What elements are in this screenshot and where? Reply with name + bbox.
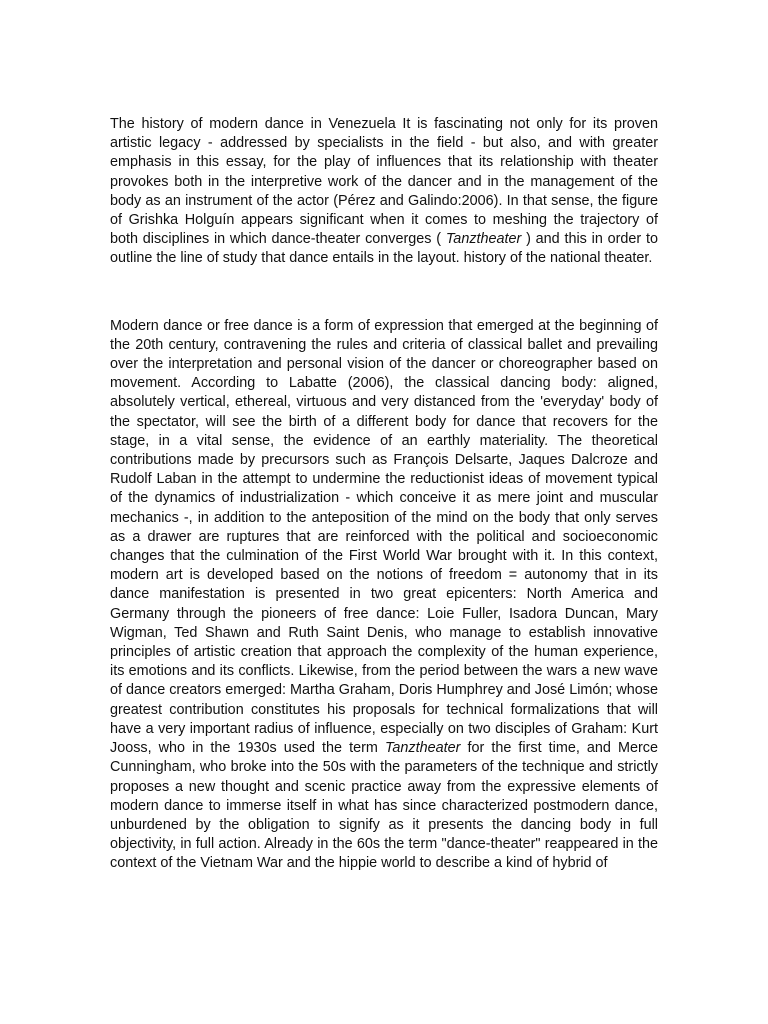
term-tanztheater: Tanztheater xyxy=(445,231,522,248)
term-tanztheater: Tanztheater xyxy=(384,740,461,757)
paragraph-intro-text-2: ) and this in order to outline the line of study that dance entails in the layout. history of the national theater. xyxy=(110,231,658,267)
paragraph-intro xyxy=(110,115,658,269)
paragraph-modern-dance-text-1: Modern dance or free dance is a form of expression that emerged at the beginning of the 20th century, contravening the rules and criteria of classical ballet and prevailing over the interpretation and personal vision of the dancer or choreographer based on movement. According to Labatte (2006), the classical dancing body: aligned, absolutely vertical, ethereal, virtuous and very distanced from the 'everyday' body of the spectator, will see the birth of a different body for dance that recovers for the stage, in a vital sense, the evidence of an earthly materiality. The theoretical contributions made by precursors such as François Delsarte, Jaques Dalcroze and Rudolf Laban in the attempt to undermine the reductionist ideas of movement typical of the dynamics of industrialization - which conceive it as mere joint and muscular mechanics -, in addition to the anteposition of the mind on the body that only serves as a drawer are ruptures that are reinforced with the political and socioeconomic changes that the culmination of the First World War brought with it. In this context, modern art is developed based on the notions of freedom = autonomy that in its dance manifestation is presented in two great epicenters: North America and Germany through the pioneers of free dance: Loie Fuller, Isadora Duncan, Mary Wigman, Ted Shawn and Ruth Saint Denis, who manage to establish innovative principles of artistic creation that approach the complexity of the human experience, its emotions and its conflicts. Likewise, from the period between the wars a new wave of dance creators emerged: Martha Graham, Doris Humphrey and José Limón; whose greatest contribution constitutes his proposals for technical formalizations that will have a very important radius of influence, especially on two disciples of Graham: Kurt Jooss, who in the 1930s used the term xyxy=(110,317,658,757)
paragraph-intro-text-1: The history of modern dance in Venezuela It is fascinating not only for its proven artistic legacy - addressed by specialists in the field - but also, and with greater emphasis in this essay, for the play of influences that its relationship with theater provokes both in the interpretive work of the dancer and in the management of the body as an instrument of the actor (Pérez and Galindo:2006). In that sense, the figure of Grishka Holguín appears significant when it comes to meshing the trajectory of both disciplines in which dance-theater converges ( xyxy=(110,116,658,248)
paragraph-modern-dance-text-2: for the first time, and Merce Cunningham, who broke into the 50s with the parameters of the technique and strictly proposes a new thought and scenic practice away from the expressive elements of modern dance to immerse itself in what has since characterized postmodern dance, unburdened by the obligation to signify as it presents the dancing body in full objectivity, in full action. Already in the 60s the term "dance-theater" reappeared in the context of the Vietnam War and the hippie world to describe a kind of hybrid of xyxy=(110,740,658,872)
document-page xyxy=(110,115,658,874)
paragraph-modern-dance xyxy=(110,317,658,874)
